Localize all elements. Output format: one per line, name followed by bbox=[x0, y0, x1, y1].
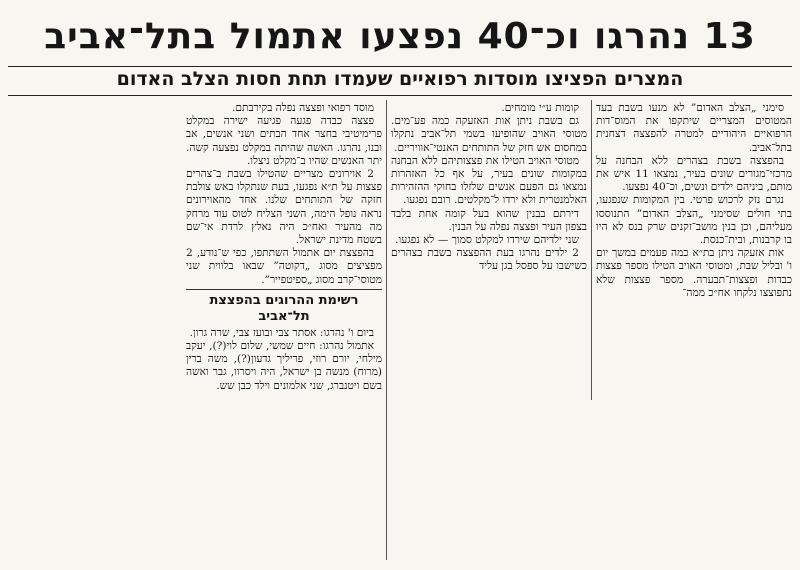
paragraph: דירתם בבנין שהוא בעל קומה אחת בלבד בצפון העיר ופצצה נפלה על הבנין. bbox=[391, 207, 587, 233]
article-column-middle bbox=[391, 102, 587, 402]
subheadline: המצרים הפציצו מוסדות רפואיים שעמדו תחת חסות הצלב האדום bbox=[116, 68, 684, 90]
headline: 13 נהרגו וכ־40 נפצעו אתמול בתל־אביב bbox=[44, 16, 756, 57]
paragraph: בהפצצה בשבת בצהרים ללא הבחנה על מרכזי־מגורים שונים בעיר, נמצאו 11 איש את מותם, ביניהם ילדים ונשים, וכ־40 נפצעו. bbox=[596, 154, 792, 194]
paragraph: מטוסי האויב הטילו את פצצותיהם ללא הבחנה במקומות שונים בעיר, על אף כל האזהרות נמצאו גם הפעם אנשים שלזלו בחוקי ההזהירות האלמנטרית ולא ירדו ל־מקלטים. רובם נפגעו. bbox=[391, 154, 587, 207]
paragraph: שני ילדיהם שירדו למקלט סמוך — לא נפגעו. bbox=[395, 234, 579, 247]
casualty-list-paragraph: ביום ו' נהרגו: אסתר צבי ובועז צבי, שרה גרון. bbox=[189, 326, 374, 339]
paragraph: פצצה כבדה פגעה פגיעה ישירה במקלט פרימיטיבי בחצר אחד הבתים ושני אנשים, אב ובנו, נהרגו. האשה שהיתה במקלט נפצעה קשה. יתר האנשים שהיו ב־מקלט ניצלו. bbox=[186, 115, 382, 167]
paragraph: 2 אוירונים מצריים שהטילו בשבת ב־צהרים פצצות על ת״א נפגעו, בעת שנתקלו באש צולבת חזקה של התותחים שלנו. אחד מהאוירונים נראה נופל הימה, השני הצליח לטוס עוד מרחק מה מהעיר ואח״כ היה נאלץ לרדת אי־שם בשטח מדינת ישראל. bbox=[186, 168, 382, 247]
column-divider bbox=[591, 100, 592, 400]
article-column-left bbox=[186, 102, 382, 560]
subheadline-rule bbox=[8, 95, 792, 96]
paragraph: מוסד רפואי ופצצה נפלה בקירבתם. bbox=[232, 102, 374, 114]
paragraph: אות אזעקה ניתן בת״א כמה פעמים במשך יום ו' ובליל שבת, ומטוסי האויב הטילו מספר פצצות כבדות ופצצות־תבערה. מספר פצצות שלא נתפוצצו נלקחו אח״כ ממה־ bbox=[596, 247, 792, 299]
paragraph: נגרם נזק לרכוש פרטי. בין המקומות שנפגעו, בתי חולים שסימני „הצלב האדום” התנוססו מעליהם, וכן בנין מושב־זקנים שרק בנס לא היו בו קרבנות, ובית־כנסת. bbox=[596, 194, 792, 247]
column-divider bbox=[386, 100, 387, 560]
article-column-right bbox=[596, 102, 792, 299]
casualty-list-paragraph: אתמול נהרגו: חיים שמשי, שלום לוי(?), יעקב מילחי, יורם רוזי, פריליך גדעון(?), משה ברין (מרוח) מנשה בן ישראל, היה ויסרוו, גבר ואשה בשם ויטנברג, שני אלמונים וילד כבן שש. bbox=[186, 340, 382, 392]
paragraph: גם בשבת ניתן אות האזעקה כמה פע־מים. מטוסי האויב שהופיעו בשמי תל־אביב נתקלו במחסום אש חזק של התותחים האנטי־אוויריים. bbox=[391, 115, 587, 154]
paragraph: סימני „הצלב האדום” לא מנעו בשבת בעד המטוסים המצריים שיתקפו את המוס־דות הרפואיים היהודיים למטרה להפצצה דצחנית בתל־אביב. bbox=[596, 102, 792, 154]
paragraph: בהפצצת יום אתמול השתתפו, כפי ש־נודע, 2 מפציצים מסוג „דקוטה” שבאו בלווית שני מטוסי־קרב מסוג „ספיטפייר”. bbox=[186, 247, 382, 286]
paragraph: 2 ילדים נהרגו בעת ההפצצה בשבת בצהרים כשישבו על ספסל בגן עליד bbox=[391, 247, 587, 273]
blank-area bbox=[8, 420, 188, 540]
casualty-list-title: רשימת ההרוגים בהפצצת תל־אביב bbox=[186, 289, 382, 325]
paragraph: קומות ע״י מומחים. bbox=[501, 102, 579, 114]
